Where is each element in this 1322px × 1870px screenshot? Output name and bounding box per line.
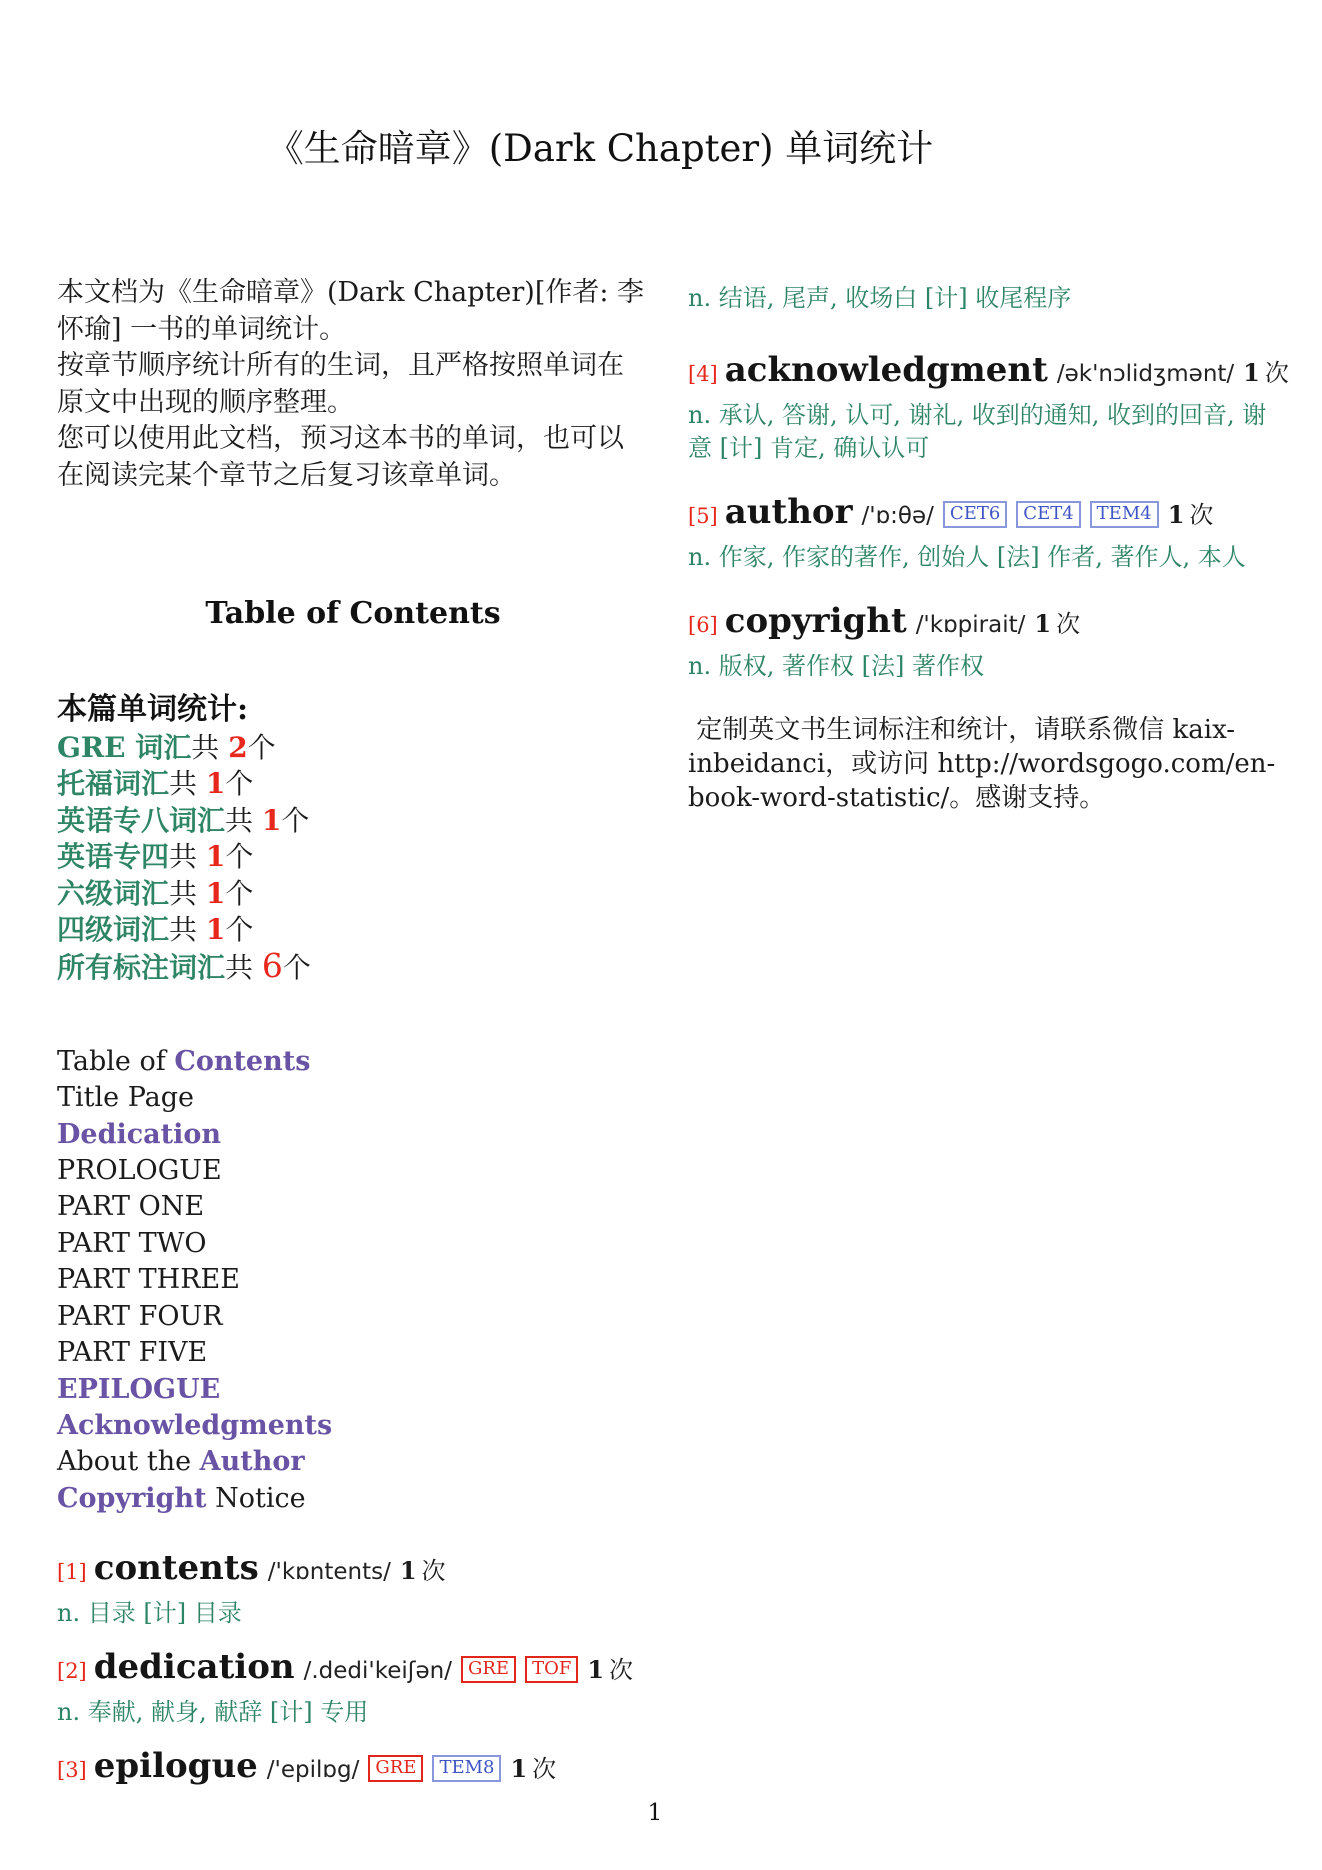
stat-count: 1 xyxy=(205,913,226,947)
stat-count: 2 xyxy=(228,731,248,764)
entry-headline xyxy=(688,347,1288,399)
vocab-tag-tem4: TEM4 xyxy=(1090,501,1159,528)
entry-headword: dedication xyxy=(93,1647,295,1688)
stat-count: 1 xyxy=(205,876,226,910)
entry-index: [5] xyxy=(688,504,718,528)
entry-definition: n. 版权, 著作权 [法] 著作权 xyxy=(688,652,984,680)
toc-item-about-the-author xyxy=(57,1444,649,1480)
entry-count: 1 xyxy=(1034,609,1052,638)
vocab-tag-tof: TOF xyxy=(525,1656,578,1683)
stat-row xyxy=(57,766,649,802)
stats-heading: 本篇单词统计: xyxy=(57,692,249,727)
toc-item-text: PART THREE xyxy=(57,1264,240,1296)
entry-headword: epilogue xyxy=(93,1746,258,1787)
entry-count: 1 xyxy=(587,1655,605,1685)
entry-definition: n. 奉献, 献身, 献辞 [计] 专用 xyxy=(57,1698,369,1727)
stat-mid-text: 共 xyxy=(225,803,262,837)
stat-mid-text: 共 xyxy=(169,913,206,947)
entry-definition: n. 目录 [计] 目录 xyxy=(57,1599,242,1628)
stat-label: 英语专八词汇 xyxy=(57,803,226,837)
entry-count-unit: 次 xyxy=(532,1755,557,1784)
toc-item-part-two xyxy=(57,1226,649,1262)
toc-item-epilogue xyxy=(57,1372,649,1408)
toc-item-text: Title Page xyxy=(57,1082,195,1114)
promo-line: book-word-statistic/。感谢支持。 xyxy=(688,783,1106,813)
stat-unit: 个 xyxy=(247,731,276,764)
entry-phonetic: /'epilɒg/ xyxy=(266,1757,360,1784)
toc-link-contents[interactable]: Contents xyxy=(174,1045,311,1077)
stat-unit: 个 xyxy=(225,840,254,874)
entry-headline xyxy=(57,1545,649,1597)
word-entry-author xyxy=(688,489,1288,574)
entry-index: [4] xyxy=(688,362,718,386)
toc-item-text: PART FIVE xyxy=(57,1337,208,1369)
toc-item-acknowledgments xyxy=(57,1408,649,1444)
entry-headword: contents xyxy=(93,1548,259,1589)
toc-item-text: PART FOUR xyxy=(57,1300,223,1332)
toc-item-title-page xyxy=(57,1080,649,1116)
intro-line: 您可以使用此文档，预习这本书的单词，也可以 xyxy=(57,423,624,454)
toc-section-heading: Table of Contents xyxy=(205,596,501,631)
intro-line: 按章节顺序统计所有的生词，且严格按照单词在 xyxy=(57,350,624,381)
stat-mid-text: 共 xyxy=(169,840,206,874)
word-entry-epilogue xyxy=(57,1743,649,1795)
toc-link-epilogue[interactable]: EPILOGUE xyxy=(57,1373,221,1405)
toc-item-part-one xyxy=(57,1189,649,1225)
toc-item-text: PART ONE xyxy=(57,1191,205,1223)
toc-item-part-three xyxy=(57,1262,649,1298)
toc-link-dedication[interactable]: Dedication xyxy=(57,1118,222,1150)
entry-headword: acknowledgment xyxy=(724,350,1048,390)
entry-phonetic: /'kɒntents/ xyxy=(267,1559,391,1586)
page-number: 1 xyxy=(647,1800,663,1826)
stat-count: 1 xyxy=(205,840,226,874)
intro-line: 在阅读完某个章节之后复习该章单词。 xyxy=(57,459,516,491)
word-entry-copyright xyxy=(688,598,1288,683)
stat-mid-text: 共 xyxy=(169,876,206,910)
entry-definition-epilogue: n. 结语, 尾声, 收场白 [计] 收尾程序 xyxy=(688,284,1072,312)
entry-headline xyxy=(57,1743,649,1795)
entry-count-unit: 次 xyxy=(609,1656,634,1685)
stat-count: 1 xyxy=(205,767,226,801)
intro-paragraph xyxy=(57,275,649,494)
entry-definition: n. 承认, 答谢, 认可, 谢礼, 收到的通知, 收到的回音, 谢意 [计] 肯定, 确认认可 xyxy=(688,401,1267,462)
left-column xyxy=(57,275,649,1809)
toc-list xyxy=(57,1044,649,1517)
word-entries-left xyxy=(57,1545,649,1795)
toc-item-text: Notice xyxy=(206,1482,306,1514)
entry-count-unit: 次 xyxy=(421,1557,446,1586)
right-column xyxy=(688,282,1288,815)
stat-unit: 个 xyxy=(282,951,311,985)
stat-row xyxy=(57,839,649,875)
toc-link-acknowledgments[interactable]: Acknowledgments xyxy=(57,1409,333,1441)
stat-unit: 个 xyxy=(225,767,254,801)
vocab-tag-gre: GRE xyxy=(461,1656,516,1683)
stat-label: 英语专四 xyxy=(57,840,170,874)
toc-item-part-five xyxy=(57,1335,649,1371)
entry-definition: n. 作家, 作家的著作, 创始人 [法] 作者, 著作人, 本人 xyxy=(688,543,1246,571)
word-entry-acknowledgment xyxy=(688,347,1288,465)
stat-label: 所有标注词汇 xyxy=(57,951,226,985)
vocab-tag-gre: GRE xyxy=(368,1755,423,1782)
stat-unit: 个 xyxy=(225,876,254,910)
stat-row xyxy=(57,948,649,986)
toc-item-dedication xyxy=(57,1117,649,1153)
word-entry-contents xyxy=(57,1545,649,1630)
vocab-tag-tem8: TEM8 xyxy=(432,1755,501,1782)
toc-link-copyright[interactable]: Copyright xyxy=(57,1482,207,1514)
stats-list xyxy=(57,730,649,987)
toc-item-copyright-notice xyxy=(57,1481,649,1517)
entry-phonetic: /.dedi'keiʃən/ xyxy=(303,1658,452,1685)
entry-count-unit: 次 xyxy=(1189,501,1214,529)
document-title: 《生命暗章》(Dark Chapter) 单词统计 xyxy=(266,127,934,170)
promo-paragraph xyxy=(688,713,1288,815)
entry-headline xyxy=(688,598,1288,650)
toc-item-text: About the xyxy=(57,1446,200,1478)
stat-row xyxy=(57,876,649,912)
promo-line: 定制英文书生词标注和统计，请联系微信 kaix- xyxy=(688,715,1236,745)
toc-item-contents xyxy=(57,1044,649,1080)
toc-item-text: PART TWO xyxy=(57,1227,207,1259)
promo-line: inbeidanci，或访问 http://wordsgogo.com/en- xyxy=(688,749,1276,779)
stat-mid-text: 共 xyxy=(225,951,262,985)
stat-mid-text: 共 xyxy=(169,767,206,801)
entry-count: 1 xyxy=(510,1754,528,1784)
word-entry-dedication xyxy=(57,1644,649,1729)
vocab-tag-cet6: CET6 xyxy=(943,501,1007,528)
entry-count-unit: 次 xyxy=(1056,610,1081,638)
stat-row xyxy=(57,803,649,839)
stat-label: GRE 词汇 xyxy=(57,731,192,764)
intro-line: 原文中出现的顺序整理。 xyxy=(57,386,354,418)
stat-label: 四级词汇 xyxy=(57,913,170,947)
entry-count: 1 xyxy=(1243,358,1260,387)
stat-mid-text: 共 xyxy=(191,731,229,764)
stat-row xyxy=(57,730,649,766)
toc-item-part-four xyxy=(57,1299,649,1335)
entry-headline xyxy=(688,489,1288,541)
toc-link-author[interactable]: Author xyxy=(199,1446,305,1478)
toc-item-text: PROLOGUE xyxy=(57,1155,222,1187)
entry-headword: author xyxy=(724,492,853,532)
entry-phonetic: /'kɒpirait/ xyxy=(915,612,1026,638)
entry-count: 1 xyxy=(1167,500,1185,529)
entry-count-unit: 次 xyxy=(1264,359,1289,387)
entry-headline xyxy=(57,1644,649,1696)
stat-count: 1 xyxy=(261,803,282,837)
stat-label: 六级词汇 xyxy=(57,876,170,910)
stat-count-total: 6 xyxy=(261,946,283,986)
toc-item-prologue xyxy=(57,1153,649,1189)
entry-headword: copyright xyxy=(724,601,907,641)
entry-index: [2] xyxy=(57,1659,87,1684)
entry-index: [1] xyxy=(57,1560,87,1585)
entry-count: 1 xyxy=(399,1556,417,1586)
toc-item-text: Table of xyxy=(57,1045,175,1077)
stat-unit: 个 xyxy=(281,803,310,837)
entry-phonetic: /'ɒ:θə/ xyxy=(861,503,934,529)
entry-phonetic: /ək'nɔlidʒmənt/ xyxy=(1056,361,1235,387)
entry-index: [6] xyxy=(688,613,718,637)
intro-line: 怀瑜] 一书的单词统计。 xyxy=(57,313,347,345)
stat-row xyxy=(57,912,649,948)
intro-line: 本文档为《生命暗章》(Dark Chapter)[作者: 李 xyxy=(57,277,645,308)
stat-label: 托福词汇 xyxy=(57,767,170,801)
stat-unit: 个 xyxy=(225,913,254,947)
vocab-tag-cet4: CET4 xyxy=(1016,501,1080,528)
entry-index: [3] xyxy=(57,1758,87,1783)
